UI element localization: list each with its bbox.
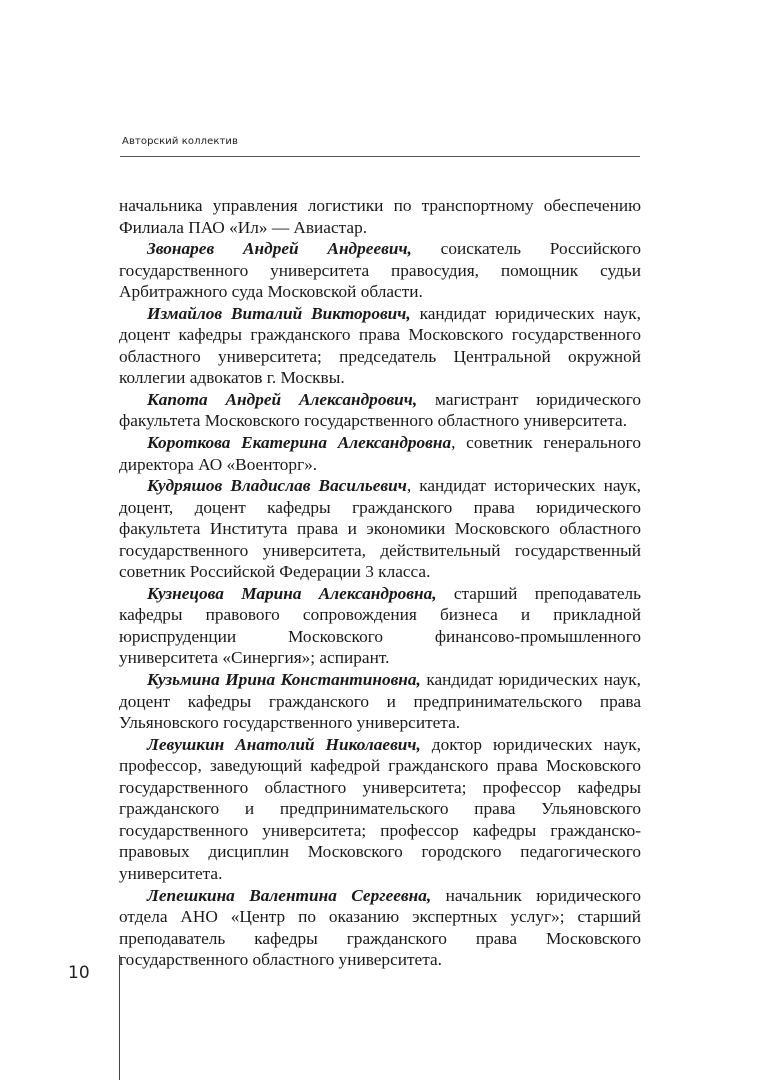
author-entry: [119, 389, 641, 432]
author-name: Левушкин Анатолий Николаевич,: [147, 734, 421, 754]
authors-text: [119, 195, 641, 971]
author-description: кандидат юридических наук, доцент кафедры гражданского права Московского государственного областного университета; председатель Центральной окружной коллегии адвокатов г. Москвы.: [119, 303, 641, 388]
author-entry: [119, 734, 641, 885]
author-description: старший преподаватель кафедры правового сопровождения бизнеса и прикладной юриспруденции Московского финансово-промышленного университета «Синергия»; аспирант.: [119, 583, 641, 668]
author-name: Кузнецова Марина Александровна,: [147, 583, 437, 603]
author-name: Кудряшов Владислав Васильевич: [147, 476, 407, 496]
author-entry: [119, 238, 641, 303]
page-number-divider: [119, 955, 120, 1080]
author-description: начальник юридического отдела АНО «Центр по оказанию экспертных услуг»; старший преподаватель кафедры гражданского права Московского государственного областного университета.: [119, 885, 641, 970]
author-name: Звонарев Андрей Андреевич,: [147, 239, 412, 259]
author-entry: [119, 583, 641, 669]
header-divider: [120, 156, 640, 157]
author-entry: [119, 303, 641, 389]
author-entry: [119, 432, 641, 475]
author-name: Лепешкина Валентина Сергеевна,: [147, 885, 432, 905]
author-name: Короткова Екатерина Александровна: [147, 433, 452, 453]
author-description: соискатель Российского государственного университета правосудия, помощник судьи Арбитражного суда Московской области.: [119, 239, 641, 302]
author-name: Капота Андрей Александрович,: [147, 389, 418, 409]
intro-paragraph: начальника управления логистики по транспортному обеспечению Филиала ПАО «Ил» — Авиастар.: [119, 196, 641, 237]
author-entry: [119, 885, 641, 971]
author-description: доктор юридических наук, профессор, заведующий кафедрой гражданского права Московского государственного областного университета; профессор кафедры гражданского и предпринимательского права Ульяновского государственного университета; профессор кафедры гражданско-правовых дисциплин Московского городского педагогического университета.: [119, 734, 641, 883]
author-entry: [119, 475, 641, 583]
author-description: магистрант юридического факультета Московского государственного областного университета.: [119, 389, 641, 431]
author-name: Кузьмина Ирина Константиновна,: [147, 670, 421, 690]
author-entry: [119, 669, 641, 734]
author-name: Измайлов Виталий Викторович,: [147, 303, 411, 323]
running-header: Авторский коллектив: [122, 136, 238, 147]
author-description: , советник генерального директора АО «Военторг».: [119, 433, 641, 474]
page-number: 10: [68, 963, 90, 983]
author-description: , кандидат исторических наук, доцент, доцент кафедры гражданского права юридического факультета Института права и экономики Московского областного государственного университета, действительный государственный советник Российской Федерации 3 класса.: [119, 476, 641, 582]
author-description: кандидат юридических наук, доцент кафедры гражданского и предпринимательского права Ульяновского государственного университета.: [119, 670, 641, 733]
